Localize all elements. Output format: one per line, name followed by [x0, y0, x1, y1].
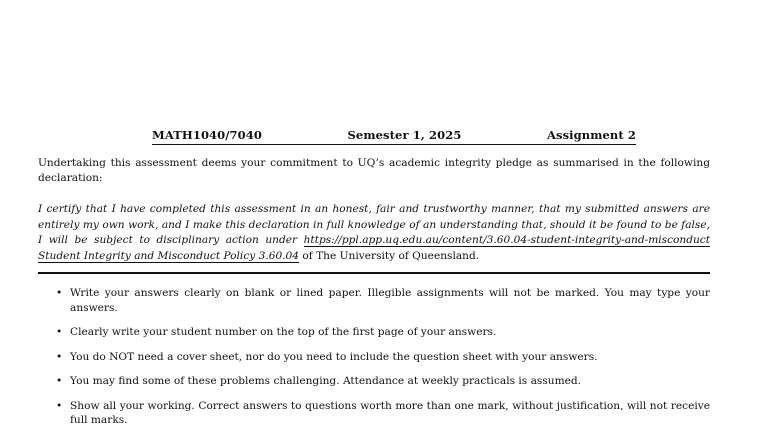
course-code: MATH1040/7040: [152, 128, 262, 142]
instructions-list: [38, 286, 710, 438]
list-item: [38, 286, 710, 315]
assignment-header: [152, 128, 636, 145]
assignment-label: Assignment 2: [546, 128, 636, 142]
integrity-intro: Undertaking this assessment deems your commitment to UQ’s academic integrity pledge as summarised in the following declaration:: [38, 157, 710, 184]
list-item: [38, 399, 710, 428]
bullet-icon: •: [56, 350, 63, 363]
instruction-text: You do NOT need a cover sheet, nor do you need to include the question sheet with your answers.: [70, 350, 598, 363]
bullet-icon: •: [56, 375, 63, 387]
policy-name[interactable]: Student Integrity and Misconduct Policy 3.60.04: [38, 249, 300, 262]
instruction-text: Write your answers clearly on blank or lined paper. Illegible assignments will not be marked. You may type your answers.: [70, 287, 710, 314]
declaration-text: I certify that I have completed this assessment in an honest, fair and trustworthy manner, that my submitted answers are entirely my own work, and I make this declaration in full knowledge of an understanding that, should it be found to be false, I will be subject to disciplinary action under: [38, 203, 710, 246]
instruction-text: Clearly write your student number on the top of the first page of your answers.: [70, 326, 497, 338]
semester-label: Semester 1, 2025: [347, 128, 462, 142]
bullet-icon: •: [56, 287, 63, 299]
policy-link[interactable]: https://ppl.app.uq.edu.au/content/3.60.04-student-integrity-and-misconduct: [303, 234, 710, 246]
list-item: [38, 374, 710, 389]
integrity-declaration: [38, 202, 710, 264]
bullet-icon: •: [56, 326, 63, 338]
section-divider: [38, 272, 710, 274]
instruction-text: Show all your working. Correct answers to questions worth more than one mark, without justification, will not receive full marks.: [70, 399, 710, 426]
list-item: [38, 350, 710, 365]
bullet-icon: •: [56, 399, 63, 412]
declaration-suffix: of The University of Queensland.: [299, 249, 480, 262]
list-item: [38, 325, 710, 340]
instruction-text: You may find some of these problems challenging. Attendance at weekly practicals is assumed.: [70, 375, 582, 387]
